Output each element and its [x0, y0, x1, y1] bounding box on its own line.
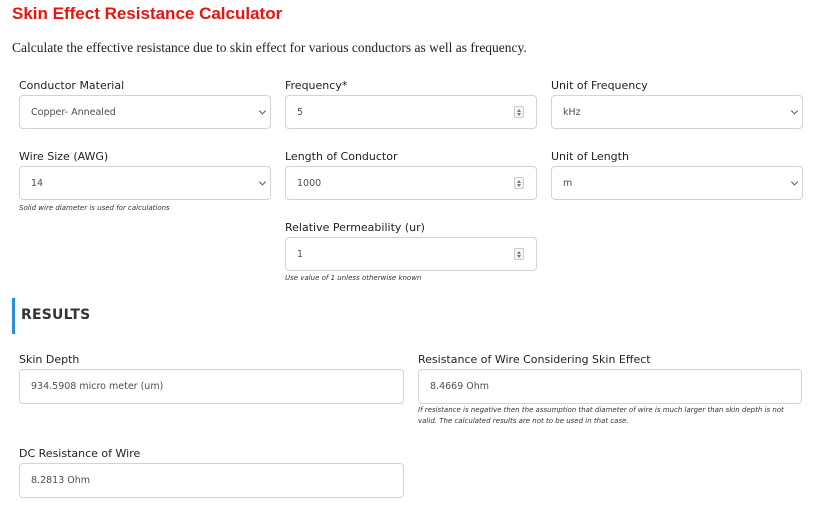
- results-accent-bar: [12, 298, 15, 334]
- unit-of-length-value: m: [563, 177, 573, 189]
- wire-size-hint: Solid wire diameter is used for calculations: [19, 204, 170, 212]
- length-of-conductor-value: 1000: [297, 177, 322, 189]
- relative-permeability-input[interactable]: [285, 237, 537, 271]
- spinner-icon[interactable]: [514, 106, 524, 118]
- wire-size-select[interactable]: [19, 166, 271, 200]
- required-mark: *: [341, 79, 348, 92]
- conductor-material-label: Conductor Material: [19, 79, 125, 92]
- dc-resistance-value: 8.2813 Ohm: [31, 475, 91, 486]
- relative-permeability-hint: Use value of 1 unless otherwise known: [285, 274, 422, 282]
- resistance-skin-effect-output[interactable]: [418, 369, 802, 404]
- spinner-icon[interactable]: [514, 177, 524, 189]
- frequency-label: Frequency*: [285, 79, 348, 92]
- wire-size-label: Wire Size (AWG): [19, 150, 109, 163]
- skin-depth-label: Skin Depth: [19, 353, 80, 366]
- dc-resistance-label: DC Resistance of Wire: [19, 447, 141, 460]
- relative-permeability-value: 1: [297, 248, 304, 260]
- unit-of-frequency-label: Unit of Frequency: [551, 79, 648, 92]
- results-heading: RESULTS: [21, 307, 91, 323]
- resistance-skin-effect-label: Resistance of Wire Considering Skin Effect: [418, 353, 651, 366]
- length-of-conductor-label: Length of Conductor: [285, 150, 398, 163]
- page-title: Skin Effect Resistance Calculator: [12, 4, 283, 23]
- resistance-skin-effect-hint: If resistance is negative then the assumption that diameter of wire is much larger than skin depth is not valid. The calculated results are not to be used in that case.: [418, 406, 784, 425]
- skin-depth-output[interactable]: [19, 369, 404, 404]
- frequency-value: 5: [297, 106, 304, 118]
- length-of-conductor-input[interactable]: [285, 166, 537, 200]
- spinner-icon[interactable]: [514, 248, 524, 260]
- unit-of-frequency-select[interactable]: [551, 95, 803, 129]
- conductor-material-value: Copper- Annealed: [31, 106, 116, 118]
- unit-of-length-label: Unit of Length: [551, 150, 629, 163]
- unit-of-length-select[interactable]: [551, 166, 803, 200]
- page-description: Calculate the effective resistance due to skin effect for various conductors as well as frequency.: [12, 40, 527, 55]
- relative-permeability-label: Relative Permeability (ur): [285, 221, 425, 234]
- resistance-skin-effect-value: 8.4669 Ohm: [430, 381, 490, 392]
- frequency-input[interactable]: [285, 95, 537, 129]
- skin-depth-value: 934.5908 micro meter (um): [31, 381, 164, 392]
- wire-size-value: 14: [31, 177, 44, 189]
- dc-resistance-output[interactable]: [19, 463, 404, 498]
- unit-of-frequency-value: kHz: [563, 106, 581, 118]
- conductor-material-select[interactable]: [19, 95, 271, 129]
